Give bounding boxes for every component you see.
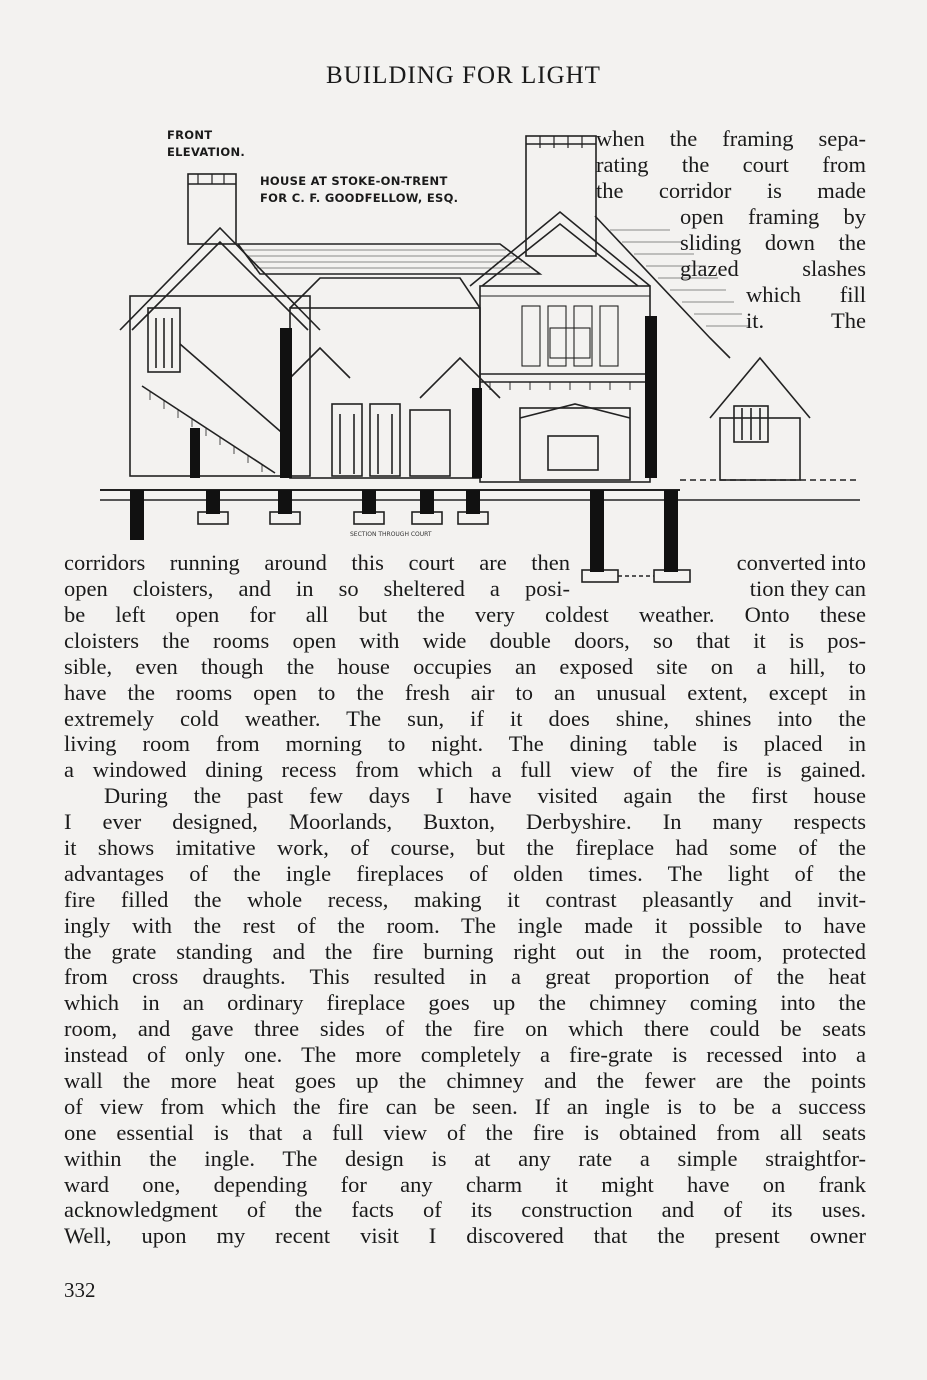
body-line: living room from morning to night. The dining table is placed in — [64, 731, 866, 757]
right-chimney — [526, 136, 596, 256]
body-line: the grate standing and the fire burning right out in the room, protected — [64, 938, 866, 964]
body-line: from cross draughts. This resulted in a great proportion of the heat — [64, 964, 866, 990]
body-line: sible, even though the house occupies an exposed site on a hill, to — [64, 653, 866, 679]
body-line: have the rooms open to the fresh air to an unusual extent, except in — [64, 679, 866, 705]
wrap-right-line: sliding down the — [680, 230, 866, 255]
body-line: instead of only one. The more completely a fire-grate is recessed into a — [64, 1042, 866, 1068]
body-line: extremely cold weather. The sun, if it does shine, shines into the — [64, 705, 866, 731]
body-line: fire filled the whole recess, making it contrast pleasantly and invit- — [64, 886, 866, 912]
page-number: 332 — [64, 1278, 96, 1302]
body-line: a windowed dining recess from which a full view of the fire is gained. — [64, 757, 866, 783]
body-line: of view from which the fire can be seen. If an ingle is to be a success — [64, 1093, 866, 1119]
wrap-right-line: when the framing sepa- — [596, 126, 866, 151]
wrap-right-lower-line: tion they can — [749, 576, 866, 601]
figure-label-line1: FRONT — [167, 128, 213, 142]
body-line: one essential is that a full view of the fire is obtained from all seats — [64, 1119, 866, 1145]
body-line: Well, upon my recent visit I discovered that the present owner — [64, 1223, 866, 1249]
body-line: cloisters the rooms open with wide double doors, so that it is pos- — [64, 627, 866, 653]
figure-label-line2: ELEVATION. — [167, 145, 246, 159]
wrap-right-line: which fill — [746, 282, 866, 307]
figure-title-line1: HOUSE AT STOKE-ON-TRENT — [260, 174, 448, 188]
court-section — [290, 308, 480, 478]
body-line: within the ingle. The design is at any rate a simple straightfor- — [64, 1145, 866, 1171]
wrap-right-lower-line: converted into — [736, 550, 866, 575]
body-line: acknowledgment of the facts of its construction and of its uses. — [64, 1197, 866, 1223]
body-line: advantages of the ingle fireplaces of olden times. The light of the — [64, 860, 866, 886]
body-text — [64, 602, 866, 1249]
body-line: I ever designed, Moorlands, Buxton, Derbyshire. In many respects — [64, 809, 866, 835]
main-roof — [238, 244, 540, 274]
wrap-right-line: open framing by — [680, 204, 866, 229]
figure-title-line2: FOR C. F. GOODFELLOW, ESQ. — [260, 191, 459, 205]
body-line: room, and gave three sides of the fire on which there could be seats — [64, 1016, 866, 1042]
wrap-right-line: it. The — [746, 308, 866, 333]
body-line: be left open for all but the very coldest weather. Onto these — [64, 602, 866, 627]
body-line: ingly with the rest of the room. The ingle made it possible to have — [64, 912, 866, 938]
running-head: BUILDING FOR LIGHT — [326, 62, 601, 89]
section-note: SECTION THROUGH COURT — [350, 531, 432, 538]
wrap-right-column — [596, 126, 866, 334]
wrap-right-line: rating the court from — [596, 152, 866, 177]
body-line: During the past few days I have visited again the first house — [104, 783, 866, 809]
wrap-right-line: glazed slashes — [680, 256, 866, 281]
wrap-right-line: the corridor is made — [596, 178, 866, 203]
body-line: ward one, depending for any charm it might have on frank — [64, 1171, 866, 1197]
body-line: wall the more heat goes up the chimney and the fewer are the points — [64, 1068, 866, 1094]
wrap-left-line: corridors running around this court are then — [64, 550, 570, 575]
body-line: it shows imitative work, of course, but the fireplace had some of the — [64, 835, 866, 861]
body-line: which in an ordinary fireplace goes up the chimney coming into the — [64, 990, 866, 1016]
wrap-left-line: open cloisters, and in so sheltered a posi- — [64, 576, 570, 601]
